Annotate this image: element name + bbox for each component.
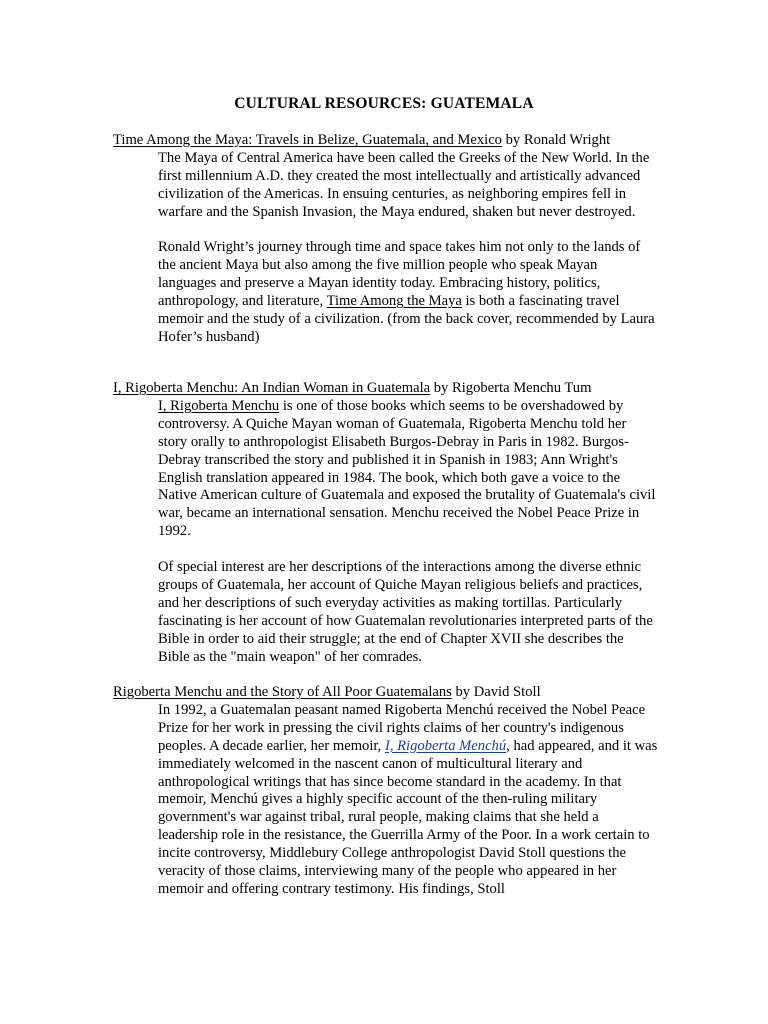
book-title: Time Among the Maya: Travels in Belize, Guatemala, and Mexico xyxy=(113,132,502,148)
book-title-reference: Time Among the Maya xyxy=(326,293,462,310)
entry-heading xyxy=(113,684,658,702)
book-title: I, Rigoberta Menchu: An Indian Woman in Guatemala xyxy=(113,380,431,396)
description-paragraph: Of special interest are her descriptions of the interactions among the diverse ethnic groups of Guatemala, her account of Quiche Mayan religious beliefs and practices, and her descriptions of such everyday activities as making tortillas. Particularly fascinating is her account of how Guatemalan revolutionaries interpreted parts of the Bible in order to aid their struggle; at the end of Chapter XVII she describes the Bible as the "main weapon" of her comrades. xyxy=(158,559,653,665)
description-paragraph: The Maya of Central America have been called the Greeks of the New World. In the first millennium A.D. they created the most intellectually and artistically advanced civilization of the Americas. In ensuing centuries, as neighboring empires fell in warfare and the Spanish Invasion, the Maya endured, shaken but never destroyed. xyxy=(158,149,650,220)
book-entry-i-rigoberta-menchu xyxy=(113,380,658,666)
page-title: CULTURAL RESOURCES: GUATEMALA xyxy=(234,95,534,112)
entry-description xyxy=(158,150,658,347)
entry-heading xyxy=(113,380,658,398)
book-entry-time-among-the-maya xyxy=(113,132,658,347)
book-entry-story-of-all-poor-guatemalans xyxy=(113,684,658,899)
book-author: by Ronald Wright xyxy=(501,132,611,148)
book-author: by Rigoberta Menchu Tum xyxy=(430,380,592,396)
description-paragraph: Ronald Wright’s journey through time and space takes him not only to the lands of the ancient Maya but also among the five million people who speak Mayan languages and preserve a Mayan identity today. Embracing history, politics, anthropology, and literature, Time Among the Maya is both a fascinating travel memoir and the study of a civilization. (from the back cover, recommended by Laura Hofer’s husband) xyxy=(158,239,655,345)
book-author: by David Stoll xyxy=(451,684,541,700)
description-paragraph: In 1992, a Guatemalan peasant named Rigoberta Menchú received the Nobel Peace Prize for her work in pressing the civil rights claims of her country's indigenous peoples. A decade earlier, her memoir, I, Rigoberta Menchú, had appeared, and it was immediately welcomed in the nascent canon of multicultural literary and anthropological writings that has since become standard in the academy. In that memoir, Menchú gives a highly specific account of the then-ruling military government's war against tribal, rural people, making claims that she held a leadership role in the resistance, the Guerrilla Army of the Poor. In a work certain to incite controversy, Middlebury College anthropologist David Stoll questions the veracity of those claims, interviewing many of the people who appeared in her memoir and offering contrary testimony. His findings, Stoll xyxy=(158,701,658,897)
entry-heading xyxy=(113,132,658,150)
book-title-reference: I, Rigoberta Menchu xyxy=(158,397,280,414)
entry-description xyxy=(158,702,658,899)
book-title: Rigoberta Menchu and the Story of All Poor Guatemalans xyxy=(113,684,452,700)
book-link[interactable]: I, Rigoberta Menchú xyxy=(384,737,507,754)
description-paragraph: I, Rigoberta Menchu is one of those books which seems to be overshadowed by controversy. A Quiche Mayan woman of Guatemala, Rigoberta Menchu told her story orally to anthropologist Elisabeth Burgos-Debray in Paris in 1982. Burgos-Debray transcribed the story and published it in Spanish in 1983; Ann Wright's English translation appeared in 1984. The book, which both gave a voice to the Native American culture of Guatemala and exposed the brutality of Guatemala's civil war, became an international sensation. Menchu received the Nobel Peace Prize in 1992. xyxy=(158,397,656,540)
entry-description xyxy=(158,398,658,667)
